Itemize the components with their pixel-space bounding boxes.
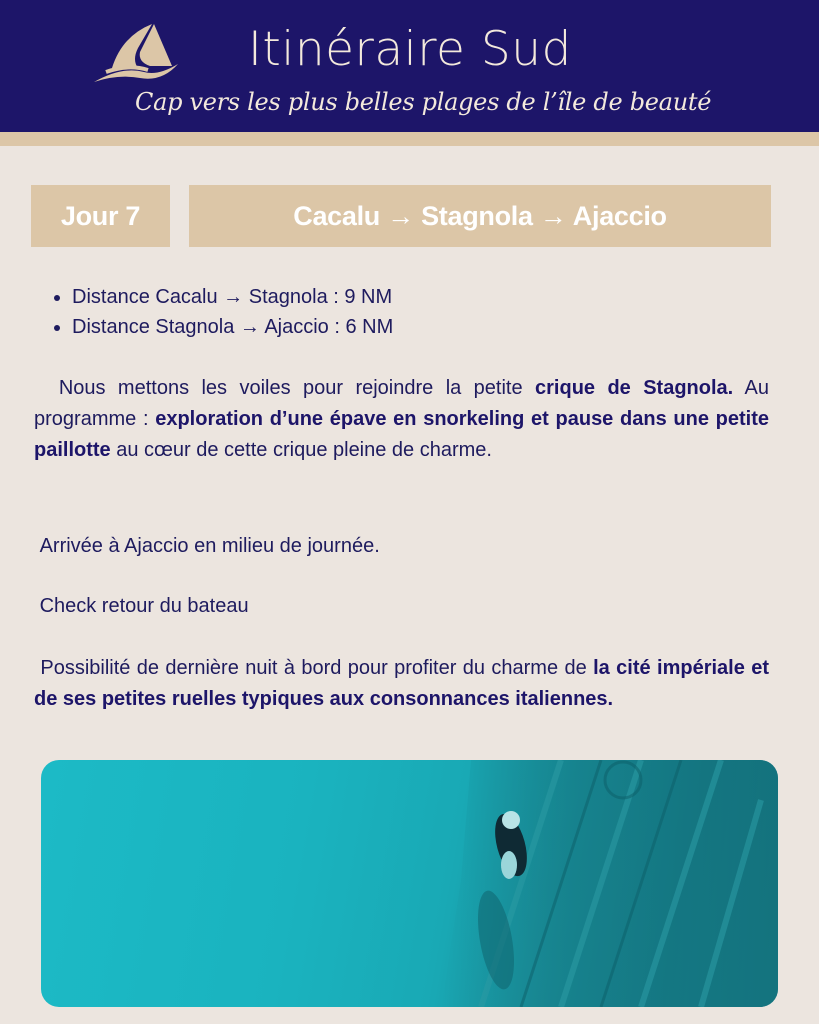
text: au cœur de cette crique pleine de charme. [110, 439, 492, 461]
day-number-badge: Jour 7 [31, 185, 170, 247]
header-banner [0, 0, 819, 132]
text: Nous mettons les voiles pour rejoindre la petite [58, 377, 536, 399]
paragraph-arrival [34, 531, 769, 562]
header-stripe [0, 132, 819, 146]
bold-text: exploration d’une épave en snorkeling et pause dans une petite paillotte [34, 408, 769, 461]
distance-list [50, 282, 393, 342]
bold-text: la cité impériale et de ses petites ruelles typiques aux consonnances italiennes. [34, 657, 769, 710]
text: Au programme : [34, 377, 769, 430]
page-title: Itinéraire Sud [248, 22, 572, 77]
day-route-banner: Cacalu → Stagnola → Ajaccio [189, 185, 771, 247]
distance-item: • Distance Cacalu → Stagnola : 9 NM [72, 282, 393, 312]
sailboat-icon [92, 22, 182, 86]
shipwreck-snorkel-photo [41, 760, 778, 1007]
bold-text: crique de Stagnola. [535, 377, 734, 399]
paragraph-check [34, 591, 769, 622]
text: Check retour du bateau [39, 595, 249, 617]
photo-illustration [41, 760, 778, 1007]
text: Arrivée à Ajaccio en milieu de journée. [39, 535, 380, 557]
text: Possibilité de dernière nuit à bord pour profiter du charme de [40, 657, 594, 679]
paragraph-last-night [34, 653, 769, 715]
page-subtitle: Cap vers les plus belles plages de l’île de beauté [135, 88, 712, 116]
distance-item: • Distance Stagnola → Ajaccio : 6 NM [72, 312, 393, 342]
paragraph-stagnola [34, 373, 769, 466]
